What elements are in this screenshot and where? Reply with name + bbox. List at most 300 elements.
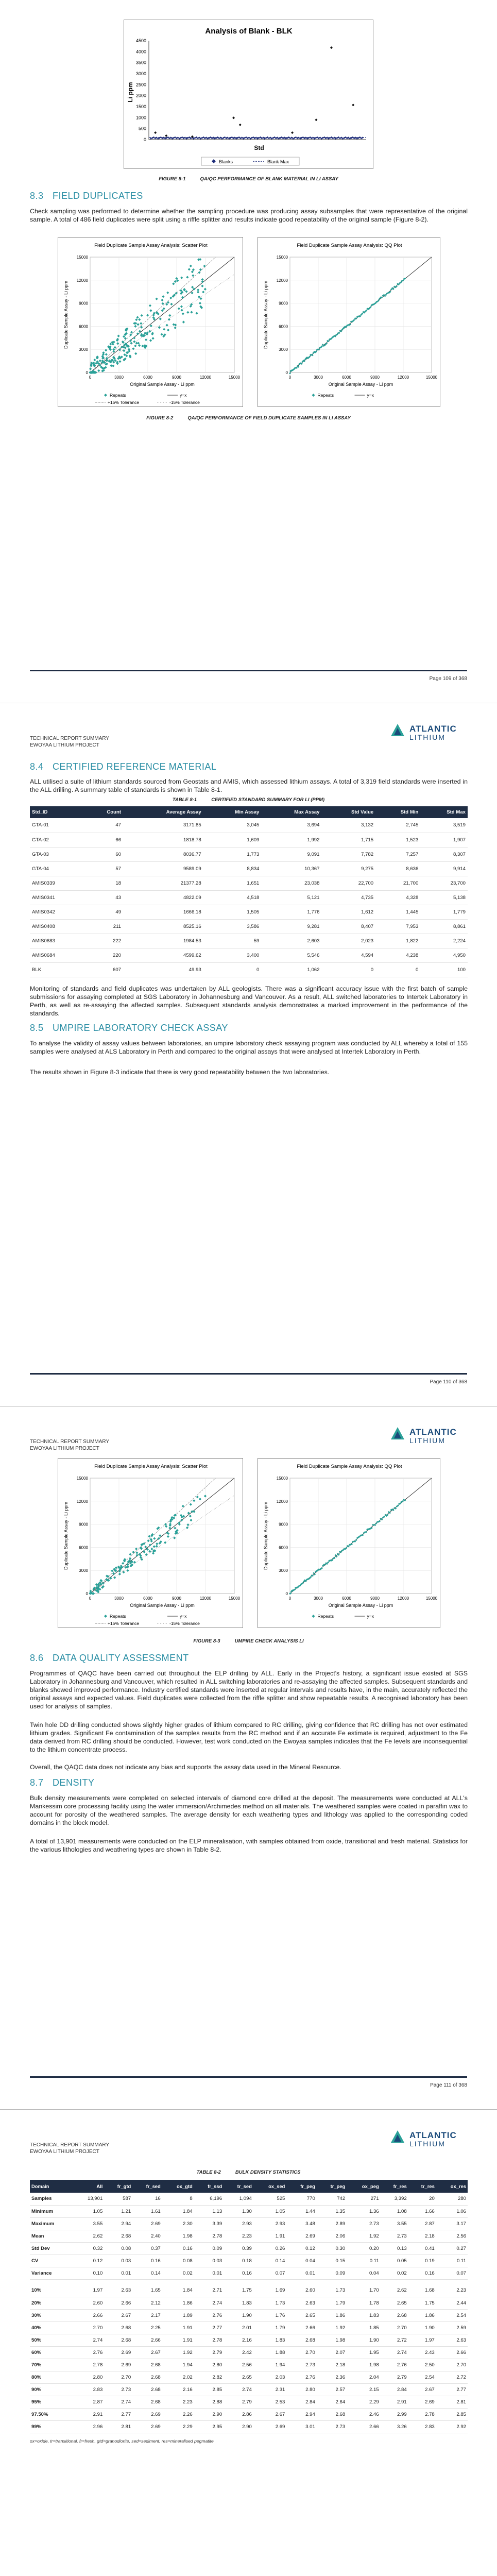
table-cell: 1.88 [253, 2346, 287, 2359]
table-cell: 2.68 [132, 2359, 162, 2371]
table-cell: 0.07 [253, 2267, 287, 2279]
table-cell: 1.98 [347, 2359, 380, 2371]
blank-outlier-point [165, 134, 167, 137]
table-cell: 1.86 [408, 2309, 436, 2321]
density-table-footnote: ox=oxide, tr=transitional, fr=fresh, gtd=granodiorite, sed=sediment, res=mineralised pegmatite [30, 2438, 214, 2444]
table-cell: 3,694 [261, 818, 321, 833]
table-cell: 1.83 [224, 2297, 253, 2309]
section-8-5-body: To analyse the validity of assay values between laboratories, an umpire laboratory check assaying program was conducted by ALL whereby a total of 155 samples were analysed at ALS Laboratory in Perth and compared to the original assays that were analysed at Intertek Laboratory in Perth. [30, 1040, 468, 1055]
table-cell: 2.76 [74, 2346, 105, 2359]
table-row [30, 2242, 468, 2255]
table-cell: 1.05 [74, 2205, 105, 2217]
table-row [30, 833, 468, 847]
table-row [30, 2309, 468, 2321]
table-cell: 1.36 [347, 2205, 380, 2217]
table-cell: 13,901 [74, 2193, 105, 2205]
table-cell: 2.59 [436, 2321, 468, 2334]
table-cell: 1.92 [347, 2230, 380, 2242]
section-8-7-p2: A total of 13,901 measurements were conducted on the ELP mineralisation, with samples obtained from oxide, transitional and fresh material. Statistics for the various lithologies and weathering types are shown in Table 8-2. [30, 1838, 468, 1853]
row-label: 97.50% [30, 2408, 74, 2420]
row-label: AMIS0408 [30, 919, 85, 934]
table-cell: 1.73 [253, 2297, 287, 2309]
table-cell: 1984.53 [123, 934, 203, 948]
table-cell: 2.74 [194, 2297, 224, 2309]
blank-legend-blanks: Blanks [219, 159, 233, 164]
table-cell: 0.01 [286, 2267, 316, 2279]
dup-scatter-x-tick: 3000 [114, 375, 124, 380]
atlantic-lithium-logo [389, 721, 466, 743]
table-cell: 2.50 [408, 2359, 436, 2371]
table-cell: 23,038 [261, 876, 321, 890]
column-header: Average Assay [123, 806, 203, 818]
section-8-4-after: Monitoring of standards and field duplicates was undertaken by ALL geologists. There was a significant accuracy issue with the first batch of sample submissions for assaying completed at SGS Laboratory in Johannesburg and Vancouver. As a result, ALL switched laboratories to Intertek Laboratory in Perth, as well as re-assaying the affected samples. Subsequent standards analysis demonstrates a marked improvement in the performance of the standards. [30, 985, 468, 1017]
table-cell: 1.65 [132, 2284, 162, 2297]
column-header: All [74, 2180, 105, 2193]
logo-mark-icon [389, 723, 406, 740]
dup-qq-y-tick: 3000 [279, 347, 288, 352]
dup-scatter-y-tick: 12000 [76, 278, 88, 283]
table-cell: 57 [85, 861, 123, 876]
column-header: tr_sed [224, 2180, 253, 2193]
table-8-2-num: TABLE 8-2 [196, 2170, 221, 2175]
table-cell: 3,586 [203, 919, 262, 934]
table-cell: 2.78 [74, 2359, 105, 2371]
table-cell: 2.72 [381, 2334, 408, 2346]
table-cell: 0.04 [286, 2255, 316, 2267]
table-cell: 2.03 [253, 2371, 287, 2383]
table-row [30, 2255, 468, 2267]
table-cell: 1.66 [408, 2205, 436, 2217]
atlantic-lithium-logo [389, 1424, 466, 1447]
table-cell: 5,546 [261, 948, 321, 962]
umpire-scatter-xlabel: Original Sample Assay - Li ppm [130, 1603, 195, 1608]
header-line-1: TECHNICAL REPORT SUMMARY [30, 736, 110, 741]
header-line-2: EWOYAA LITHIUM PROJECT [30, 1446, 99, 1451]
table-cell: 8,834 [203, 861, 262, 876]
dup-scatter-legend-yx: y=x [180, 393, 187, 398]
section-8-5-after: The results shown in Figure 8-3 indicate that there is very good repeatability between the two laboratories. [30, 1069, 330, 1076]
table-cell: 2.83 [408, 2420, 436, 2433]
figure-8-2-num: FIGURE 8-2 [146, 415, 174, 421]
table-row [30, 962, 468, 977]
table-cell: 2.15 [347, 2383, 380, 2396]
table-cell: 16 [132, 2193, 162, 2205]
table-cell: 2.68 [132, 2383, 162, 2396]
table-row [30, 2383, 468, 2396]
table-cell: 9,281 [261, 919, 321, 934]
table-cell: 1.97 [408, 2334, 436, 2346]
table-cell: 2.69 [132, 2420, 162, 2433]
table-cell: 1,094 [224, 2193, 253, 2205]
table-cell: 2.74 [104, 2396, 132, 2408]
row-label: BLK [30, 962, 85, 977]
table-cell: 1,715 [321, 833, 375, 847]
blank-y-tick: 0 [143, 137, 146, 142]
table-cell: 1.90 [408, 2321, 436, 2334]
section-8-5-title: UMPIRE LABORATORY CHECK ASSAY [53, 1023, 228, 1033]
table-cell: 220 [85, 948, 123, 962]
table-cell: 1.21 [104, 2205, 132, 2217]
table-cell: 1.91 [162, 2321, 194, 2334]
crm-summary-table [30, 806, 468, 977]
umpire-scatter-legend-plus: +15% Tolerance [108, 1621, 140, 1626]
table-cell: 3.55 [381, 2217, 408, 2230]
row-label: 40% [30, 2321, 74, 2334]
table-cell: 2.84 [381, 2383, 408, 2396]
table-cell: 3,045 [203, 818, 262, 833]
table-cell: 2.86 [224, 2408, 253, 2420]
table-8-1-num: TABLE 8-1 [172, 797, 197, 803]
table-row [30, 2408, 468, 2420]
table-cell: 2.18 [408, 2230, 436, 2242]
table-cell: 0.13 [381, 2242, 408, 2255]
table-cell: 1,779 [420, 905, 468, 919]
table-cell: 0.16 [162, 2242, 194, 2255]
table-row [30, 2267, 468, 2279]
table-cell: 2.79 [381, 2371, 408, 2383]
table-cell: 1,612 [321, 905, 375, 919]
umpire-qq-legend-repeats-icon [312, 1615, 315, 1618]
table-cell: 0.37 [132, 2242, 162, 2255]
table-cell: 2.62 [381, 2284, 408, 2297]
table-cell: 222 [85, 934, 123, 948]
table-cell: 2,224 [420, 934, 468, 948]
umpire-qq-x-tick: 3000 [314, 1596, 323, 1601]
table-cell: 3,392 [381, 2193, 408, 2205]
dup-scatter-y-tick: 6000 [79, 324, 88, 329]
table-cell: 9,275 [321, 861, 375, 876]
table-cell: 1.92 [317, 2321, 347, 2334]
table-cell: 10,367 [261, 861, 321, 876]
umpire-qq-chart [258, 1458, 440, 1628]
table-cell: 1.84 [162, 2205, 194, 2217]
figure-8-3-num: FIGURE 8-3 [193, 1638, 220, 1644]
table-cell: 21377.28 [123, 876, 203, 890]
table-cell: 2.81 [436, 2396, 468, 2408]
blank-chart-title: Analysis of Blank - BLK [205, 27, 293, 36]
column-header: Std_ID [30, 806, 85, 818]
table-cell: 0.05 [381, 2255, 408, 2267]
table-cell: 2.91 [381, 2396, 408, 2408]
table-cell: 2.78 [194, 2230, 224, 2242]
table-cell: 2.70 [381, 2321, 408, 2334]
table-cell: 7,257 [375, 847, 420, 861]
table-cell: 2.65 [224, 2371, 253, 2383]
table-cell: 3,400 [203, 948, 262, 962]
table-row [30, 2193, 468, 2205]
table-cell: 1.05 [253, 2205, 287, 2217]
umpire-scatter-title: Field Duplicate Sample Assay Analysis: Scatter Plot [94, 1464, 208, 1469]
table-cell: 2.82 [194, 2371, 224, 2383]
row-label: CV [30, 2255, 74, 2267]
table-cell: 742 [317, 2193, 347, 2205]
table-cell: 2.36 [317, 2371, 347, 2383]
table-cell: 4,950 [420, 948, 468, 962]
dup-scatter-x-tick: 6000 [143, 375, 152, 380]
table-cell: 2.07 [317, 2346, 347, 2359]
figure-8-3-text: UMPIRE CHECK ANALYSIS LI [234, 1638, 304, 1644]
section-8-5-num: 8.5 [30, 1023, 44, 1033]
table-cell: 1,822 [375, 934, 420, 948]
table-8-1-caption [0, 797, 497, 803]
table-cell: 2.76 [194, 2309, 224, 2321]
table-row [30, 890, 468, 905]
table-cell: 47 [85, 818, 123, 833]
column-header: fr_gtd [104, 2180, 132, 2193]
section-8-4-body: ALL utilised a suite of lithium standards sourced from Geostats and AMIS, which assessed lithium assays. A total of 3,319 field standards were inserted in the ALL drilling. A summary table of standards is shown in Table 8-1. [30, 778, 468, 793]
dup-qq-y-tick: 12000 [276, 278, 288, 283]
report-header [30, 1438, 109, 1452]
table-cell: 1.98 [317, 2334, 347, 2346]
table-cell: 2.81 [104, 2420, 132, 2433]
table-row [30, 919, 468, 934]
column-header: fr_peg [286, 2180, 316, 2193]
table-cell: 9,091 [261, 847, 321, 861]
qq-plot-svg [258, 238, 441, 408]
umpire-scatter-chart [58, 1458, 243, 1628]
crm-table-header-row [30, 806, 468, 818]
table-cell: 1,992 [261, 833, 321, 847]
umpire-qq-y-tick: 15000 [276, 1476, 288, 1481]
field-duplicate-qq-chart [258, 237, 440, 407]
column-header: Std Max [420, 806, 468, 818]
table-cell: 7,782 [321, 847, 375, 861]
footer-rule [30, 1373, 467, 1375]
umpire-qq-x-tick: 9000 [370, 1596, 380, 1601]
table-cell: 0.26 [253, 2242, 287, 2255]
table-cell: 1.95 [347, 2346, 380, 2359]
row-label: 70% [30, 2359, 74, 2371]
umpire-scatter-x-tick: 3000 [114, 1596, 124, 1601]
table-cell: 2.66 [286, 2321, 316, 2334]
column-header: Domain [30, 2180, 74, 2193]
row-label: Samples [30, 2193, 74, 2205]
table-cell: 1.94 [253, 2359, 287, 2371]
section-8-6-p1: Programmes of QAQC have been carried out throughout the ELP drilling by ALL. Early in the Project's history, a significant issue existed at SGS Laboratory in Johannesburg and Vancouver, which resulted in ALL switching laboratories and re-assaying the affected samples. Subsequent standards and blanks showed improved performance. Industry certified standards were inserted at regular intervals and results have, in the main, accurately reflected the original assays and expected values. Field duplicates were collected from the riffle splitter and show repeatable results. A recognised laboratory has been used for analysis of samples. [30, 1670, 468, 1710]
table-cell: 2.73 [286, 2359, 316, 2371]
table-cell: 0.15 [317, 2255, 347, 2267]
table-cell: 0.01 [104, 2267, 132, 2279]
dup-qq-y-tick: 15000 [276, 255, 288, 260]
table-cell: 2.70 [436, 2359, 468, 2371]
table-cell: 2.54 [408, 2371, 436, 2383]
umpire-scatter-svg [58, 1459, 244, 1629]
umpire-scatter-y-tick: 3000 [79, 1568, 88, 1573]
table-cell: 6,196 [194, 2193, 224, 2205]
blank-analysis-chart [124, 20, 373, 169]
logo-word-lithium: LITHIUM [409, 733, 445, 741]
dup-qq-x-tick: 15000 [425, 375, 438, 380]
blank-outlier-point [232, 116, 235, 119]
table-cell: 2.56 [436, 2230, 468, 2242]
table-cell: 1,062 [261, 962, 321, 977]
umpire-scatter-legend-repeats-icon [104, 1615, 107, 1618]
table-cell: 2.66 [347, 2420, 380, 2433]
table-cell: 2.68 [132, 2396, 162, 2408]
table-cell: 0.27 [436, 2242, 468, 2255]
table-cell: 3,519 [420, 818, 468, 833]
dup-scatter-x-tick: 0 [89, 375, 92, 380]
table-cell: 2.04 [347, 2371, 380, 2383]
column-header: Max Assay [261, 806, 321, 818]
table-cell: 8 [162, 2193, 194, 2205]
row-label: GTA-04 [30, 861, 85, 876]
table-cell: 0.18 [224, 2255, 253, 2267]
table-cell: 0.39 [224, 2242, 253, 2255]
dup-qq-x-tick: 6000 [342, 375, 351, 380]
table-cell: 21,700 [375, 876, 420, 890]
dup-scatter-y-tick: 15000 [76, 255, 88, 260]
table-cell: 2.16 [224, 2334, 253, 2346]
table-cell: 2.73 [104, 2383, 132, 2396]
column-header: fr_ssd [194, 2180, 224, 2193]
table-cell: 2.56 [224, 2359, 253, 2371]
row-label: AMIS0341 [30, 890, 85, 905]
table-cell: 2.68 [104, 2230, 132, 2242]
table-cell: 1.92 [162, 2346, 194, 2359]
table-cell: 2,023 [321, 934, 375, 948]
dup-qq-x-tick: 3000 [314, 375, 323, 380]
umpire-scatter-y-tick: 15000 [76, 1476, 88, 1481]
section-8-7-heading [30, 1777, 95, 1788]
table-cell: 8,861 [420, 919, 468, 934]
dup-scatter-y-tick: 3000 [79, 347, 88, 352]
section-8-3-heading [30, 191, 143, 201]
umpire-qq-y-tick: 3000 [279, 1568, 288, 1573]
dup-qq-y-tick: 9000 [279, 301, 288, 306]
table-cell: 49 [85, 905, 123, 919]
table-cell: 2.30 [162, 2217, 194, 2230]
table-cell: 8,636 [375, 861, 420, 876]
blank-chart-points [149, 46, 366, 140]
table-cell: 2.87 [408, 2217, 436, 2230]
report-page-109 [0, 0, 497, 703]
table-cell: 3.48 [286, 2217, 316, 2230]
table-cell: 2.91 [74, 2408, 105, 2420]
table-cell: 2.65 [381, 2297, 408, 2309]
table-cell: 1.30 [224, 2205, 253, 2217]
table-row [30, 2321, 468, 2334]
table-row [30, 2205, 468, 2217]
column-header: fr_res [381, 2180, 408, 2193]
table-cell: 0.41 [408, 2242, 436, 2255]
table-cell: 2.69 [104, 2346, 132, 2359]
header-line-2: EWOYAA LITHIUM PROJECT [30, 2149, 99, 2155]
table-cell: 2.23 [436, 2284, 468, 2297]
table-cell: 23,700 [420, 876, 468, 890]
table-cell: 2.67 [408, 2383, 436, 2396]
table-cell: 2.65 [286, 2309, 316, 2321]
blank-outlier-point [291, 131, 294, 134]
dup-scatter-y-tick: 9000 [79, 301, 88, 306]
umpire-scatter-x-tick: 15000 [228, 1596, 241, 1601]
table-cell: 2.60 [286, 2284, 316, 2297]
dup-qq-x-tick: 12000 [397, 375, 409, 380]
table-cell: 271 [347, 2193, 380, 2205]
figure-8-1-text: QA/QC PERFORMANCE OF BLANK MATERIAL IN LI ASSAY [200, 176, 338, 182]
dup-qq-legend-repeats-icon [312, 394, 315, 397]
table-cell: 1818.78 [123, 833, 203, 847]
section-8-3-title: FIELD DUPLICATES [53, 191, 143, 201]
table-cell: 2.94 [104, 2217, 132, 2230]
table-cell: 2.84 [286, 2396, 316, 2408]
table-cell: 2.42 [224, 2346, 253, 2359]
table-cell: 0.09 [317, 2267, 347, 2279]
table-cell: 2.94 [286, 2408, 316, 2420]
table-row [30, 2346, 468, 2359]
row-label: AMIS0683 [30, 934, 85, 948]
table-cell: 2.68 [104, 2321, 132, 2334]
table-cell: 2.23 [224, 2230, 253, 2242]
table-cell: 2.29 [347, 2396, 380, 2408]
column-header: Std Min [375, 806, 420, 818]
row-label: 80% [30, 2371, 74, 2383]
table-cell: 20 [408, 2193, 436, 2205]
section-8-7-title: DENSITY [53, 1777, 95, 1788]
table-cell: 22,700 [321, 876, 375, 890]
table-cell: 7,953 [375, 919, 420, 934]
table-cell: 1.79 [253, 2321, 287, 2334]
report-header [30, 735, 109, 749]
table-cell: 0.04 [347, 2267, 380, 2279]
table-cell: 1.84 [162, 2284, 194, 2297]
table-8-2-title: BULK DENSITY STATISTICS [235, 2170, 301, 2175]
table-cell: 1.85 [347, 2321, 380, 2334]
blank-outlier-point [352, 104, 354, 106]
blank-y-tick: 1000 [135, 115, 146, 121]
table-cell: 0.30 [317, 2242, 347, 2255]
table-cell: 2.25 [132, 2321, 162, 2334]
table-cell: 8,407 [321, 919, 375, 934]
blank-y-tick: 500 [138, 126, 146, 131]
umpire-scatter-y-tick: 12000 [76, 1499, 88, 1504]
table-cell: 1.13 [194, 2205, 224, 2217]
column-header: fr_sed [132, 2180, 162, 2193]
table-cell: 0 [375, 962, 420, 977]
table-cell: 0.12 [286, 2242, 316, 2255]
umpire-qq-y-tick: 6000 [279, 1545, 288, 1550]
row-label: GTA-01 [30, 818, 85, 833]
table-cell: 0.32 [74, 2242, 105, 2255]
section-8-7-num: 8.7 [30, 1777, 44, 1788]
table-cell: 4599.62 [123, 948, 203, 962]
logo-word-lithium: LITHIUM [409, 2140, 445, 2148]
umpire-scatter-legend-minus: -15% Tolerance [169, 1621, 200, 1626]
table-cell: 1.75 [408, 2297, 436, 2309]
table-cell: 1.70 [347, 2284, 380, 2297]
table-cell: 8,307 [420, 847, 468, 861]
umpire-qq-x-tick: 0 [288, 1596, 292, 1601]
blank-legend-diamond-icon [212, 159, 216, 163]
section-8-6-heading [30, 1653, 189, 1664]
section-8-6-num: 8.6 [30, 1653, 44, 1663]
table-cell: 9,914 [420, 861, 468, 876]
table-cell: 1,773 [203, 847, 262, 861]
blank-chart-axes [136, 38, 366, 142]
header-line-2: EWOYAA LITHIUM PROJECT [30, 742, 99, 748]
row-label: Minimum [30, 2205, 74, 2217]
table-cell: 1,609 [203, 833, 262, 847]
table-cell: 1666.18 [123, 905, 203, 919]
table-cell: 0.09 [194, 2242, 224, 2255]
table-cell: 2.68 [381, 2309, 408, 2321]
table-cell: 2,745 [375, 818, 420, 833]
blank-outlier-point [154, 131, 157, 134]
table-row [30, 2217, 468, 2230]
table-cell: 2.62 [74, 2230, 105, 2242]
umpire-scatter-x-tick: 6000 [143, 1596, 152, 1601]
umpire-scatter-legend-yx: y=x [180, 1614, 187, 1619]
